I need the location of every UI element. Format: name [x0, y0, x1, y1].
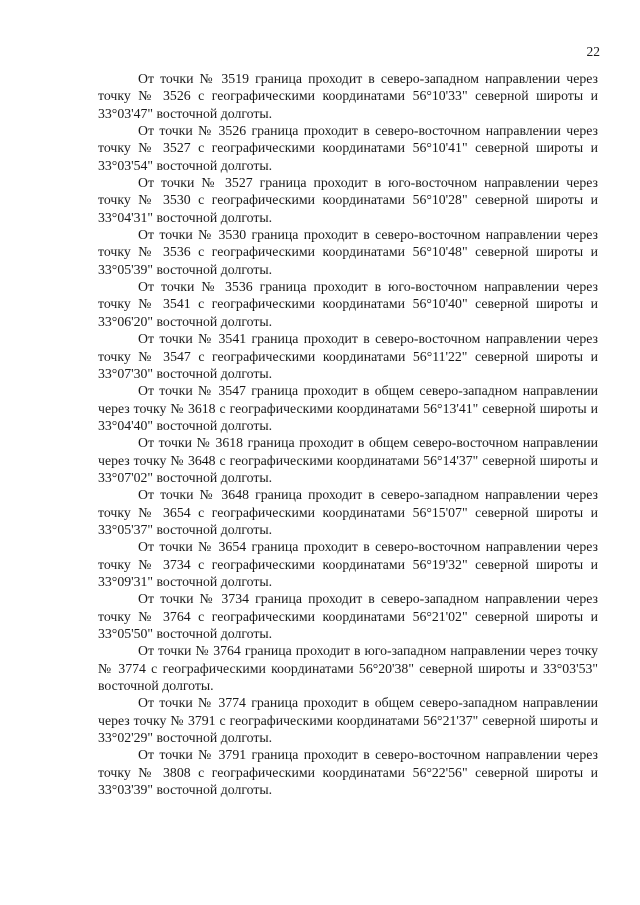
paragraph-10: От точки № 3654 граница проходит в северо-восточном направлении через точку № 3734 с географическими координатами 56°19'32" северной широты и 33°09'31" восточной долготы.	[98, 539, 598, 589]
paragraph-1: От точки № 3519 граница проходит в северо-западном направлении через точку № 3526 с географическими координатами 56°10'33" северной широты и 33°03'47" восточной долготы.	[98, 71, 598, 121]
document-body	[98, 70, 598, 798]
paragraph-2: От точки № 3526 граница проходит в северо-восточном направлении через точку № 3527 с географическими координатами 56°10'41" северной широты и 33°03'54" восточной долготы.	[98, 123, 598, 173]
paragraph-3: От точки № 3527 граница проходит в юго-восточном направлении через точку № 3530 с географическими координатами 56°10'28" северной широты и 33°04'31" восточной долготы.	[98, 175, 598, 225]
paragraph-12: От точки № 3764 граница проходит в юго-западном направлении через точку № 3774 с географическими координатами 56°20'38" северной широты и 33°03'53" восточной долготы.	[98, 643, 598, 694]
paragraph-4: От точки № 3530 граница проходит в северо-восточном направлении через точку № 3536 с географическими координатами 56°10'48" северной широты и 33°05'39" восточной долготы.	[98, 227, 598, 277]
paragraph-13: От точки № 3774 граница проходит в общем северо-западном направлении через точку № 3791 с географическими координатами 56°21'37" северной широты и 33°02'29" восточной долготы.	[98, 695, 598, 746]
paragraph-6: От точки № 3541 граница проходит в северо-восточном направлении через точку № 3547 с географическими координатами 56°11'22" северной широты и 33°07'30" восточной долготы.	[98, 331, 598, 381]
paragraph-14: От точки № 3791 граница проходит в северо-восточном направлении через точку № 3808 с географическими координатами 56°22'56" северной широты и 33°03'39" восточной долготы.	[98, 747, 598, 798]
paragraph-5: От точки № 3536 граница проходит в юго-восточном направлении через точку № 3541 с географическими координатами 56°10'40" северной широты и 33°06'20" восточной долготы.	[98, 279, 598, 329]
paragraph-9: От точки № 3648 граница проходит в северо-западном направлении через точку № 3654 с географическими координатами 56°15'07" северной широты и 33°05'37" восточной долготы.	[98, 487, 598, 537]
page-number: 22	[586, 44, 600, 59]
paragraph-11: От точки № 3734 граница проходит в северо-западном направлении через точку № 3764 с географическими координатами 56°21'02" северной широты и 33°05'50" восточной долготы.	[98, 591, 598, 641]
paragraph-8: От точки № 3618 граница проходит в общем северо-восточном направлении через точку № 3648 с географическими координатами 56°14'37" северной широты и 33°07'02" восточной долготы.	[98, 435, 598, 485]
paragraph-7: От точки № 3547 граница проходит в общем северо-западном направлении через точку № 3618 с географическими координатами 56°13'41" северной широты и 33°04'40" восточной долготы.	[98, 383, 598, 433]
